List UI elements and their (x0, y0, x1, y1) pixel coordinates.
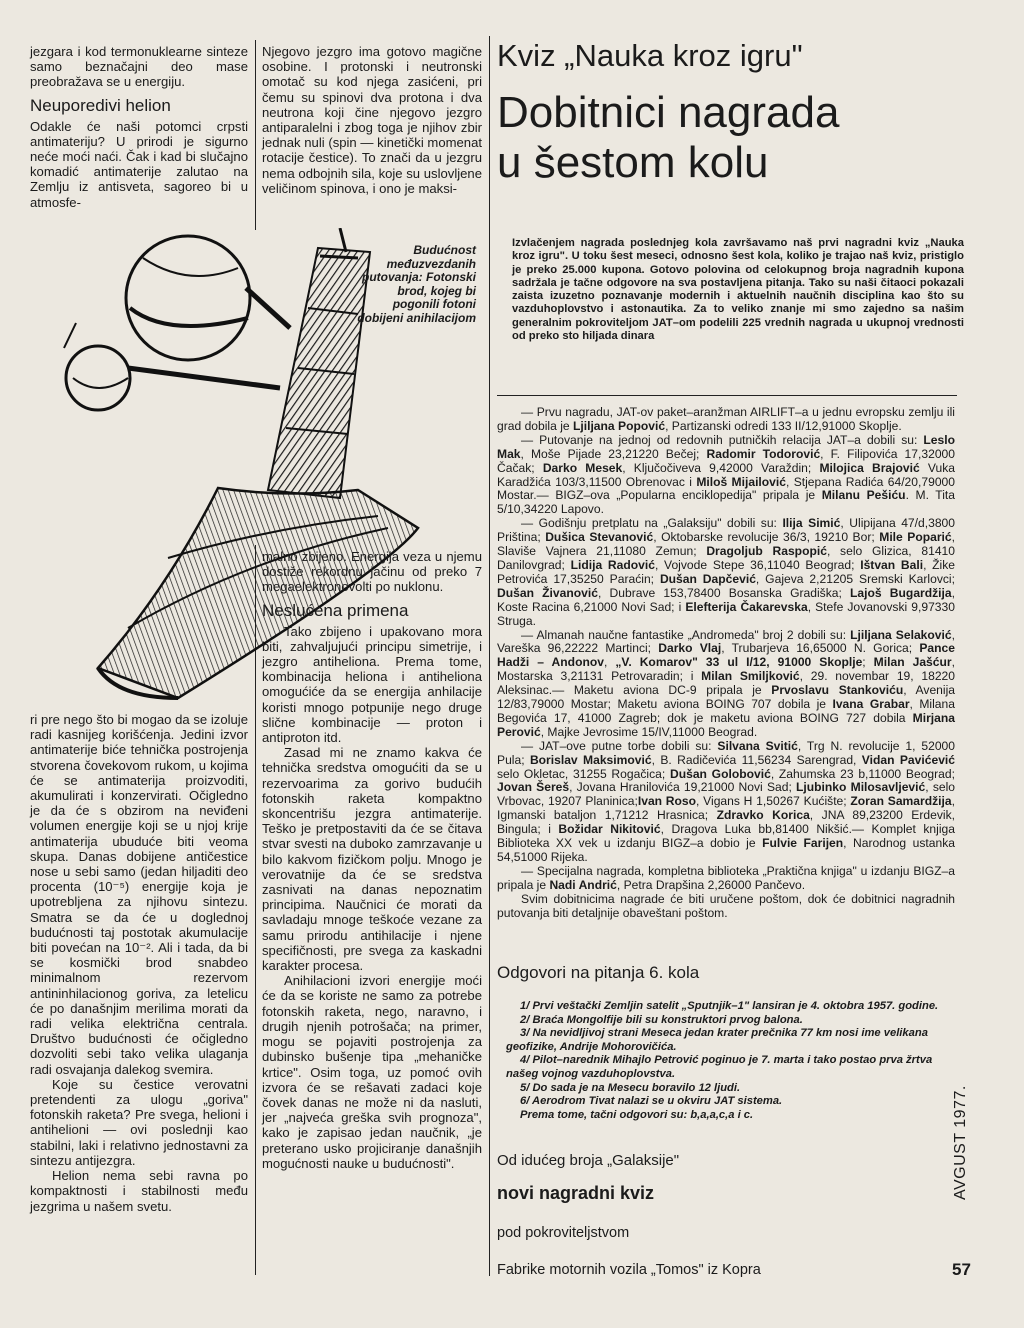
prize-text: , Petra Drapšina 2,26000 Pančevo. (616, 877, 806, 892)
section-heading-primena: Neslućena primena (262, 600, 409, 620)
col2-top (262, 44, 482, 196)
prize-text: , Vigans H 1,50267 Kućište; (696, 794, 851, 809)
column-rule-left-top (255, 40, 256, 230)
prize-text: ; (862, 655, 874, 670)
winner-name: Darko Mesek (542, 460, 623, 475)
winner-name: Božidar Nikitović (558, 822, 661, 837)
winner-name: Radomir Todorović (706, 446, 821, 461)
prize-text: . M. Tita 5/10,34220 Lapovo. (497, 488, 955, 517)
winner-name: Ljubinko Milosavljević (796, 780, 926, 795)
prize-text: , Trg N. revolucije 1, 52000 Pula; (497, 738, 955, 767)
col2-p1: Tako zbijeno i upakovano mora biti, zahvaljujući principu simetrije, i jezgro antiheliona. Prema tome, kombinacija heliona i antiheliona omogućiće da se energija anhilacije koristi mnogo potpunije nego druge slične kombinacije — proton i antiproton itd. (262, 623, 482, 746)
answer-summary: Prema tome, tačni odgovori su: b,a,a,c,a i c. (520, 1108, 754, 1121)
col1-bottom-p3: Helion nema sebi ravna po kompaktnosti i stabilnosti među jezgrima u našem svetu. (30, 1168, 248, 1214)
col1-top (30, 44, 248, 210)
prize-text: , Gajeva 2,21205 Sremski Karlovci; (755, 571, 955, 586)
prize-text: , Zahumska 23 b,11000 Beograd; (770, 766, 955, 781)
page-number: 57 (952, 1260, 971, 1279)
winner-name: Ljiljana Popović (572, 418, 666, 433)
winner-name: Elefterija Čakarevska (685, 599, 808, 614)
prize-text: , JNA 89,23200 Erdevik, Bingula; i (497, 808, 955, 837)
prize-text: , Stjepana Radića 64/20,79000 Mostar.— BIGZ–ova „Popularna enciklopedija" pripala je (497, 474, 955, 503)
prize-paragraph-3 (497, 517, 955, 628)
prize-text: — Specijalna nagrada, kompletna biblioteka „Praktična knjiga" u izdanju BIGZ–a pripala je (497, 863, 955, 892)
winner-name: Mirjana Perović (497, 710, 955, 739)
issue-date: AVGUST 1977. (952, 1085, 969, 1200)
prize-text: , Dragova Luka bb,81400 Nikšić.— Komplet knjiga Biblioteka XX vek u izdanju BIGZ–a dobio je (497, 822, 955, 851)
answers-list (506, 1000, 956, 1122)
prize-text: , Mostarska 3,21131 Petrovaradin; i (497, 655, 955, 684)
winner-name: Ivana Grabar (832, 697, 910, 712)
answer-item: 6/ Aerodrom Tivat nalazi se u okviru JAT sistema. (520, 1095, 783, 1108)
winner-name: Prvoslavu Stankoviću (771, 683, 904, 698)
col2-bottom (262, 549, 482, 1171)
prize-text: , Narodnog ustanka 54,51000 Rijeka. (497, 836, 955, 864)
prize-text: — Prvu nagradu, JAT-ov paket–aranžman AIRLIFT–a u jednu evropsku zemlju ili grad dobila je (497, 405, 955, 433)
winner-name: Milan Jašćur (873, 655, 952, 670)
prize-text: , Oktobarske revolucije 36/3, 19210 Bor; (653, 530, 880, 545)
prize-text: , selo Glizica, 81410 Danilovgrad; (497, 544, 956, 572)
prize-list (497, 406, 955, 921)
quiz-title-line1: Dobitnici nagrada (497, 88, 840, 137)
winner-name: Zoran Samardžija (850, 794, 952, 809)
winner-name: Lidija Radović (570, 557, 655, 572)
answer-item: 5/ Do sada je na Mesecu boravilo 12 ljudi. (520, 1081, 741, 1094)
col2-p2: Zasad mi ne znamo kakva će tehnička sredstva omogućiti da se u rezervoarima za gorivo budućih fotonskih raketa kompaktno skoncentrišu jezgra antimaterije. Teško je pretpostaviti da će se čitava stvar svesti na duboko zamrzavanje u bilo kakvom fizičkom polju. Mnogo je verovatnije da će se sredstva zasnivati na danas nepoznatim principima. Naučnici će morati da savladaju mnoge teškoće vezane za samu prirodu antihilacije i njene specifičnosti, pre svega za kaskadni karakter procesa. (262, 745, 482, 974)
winner-name: Silvana Svitić (717, 738, 798, 753)
prize-text: , Žike Petrovića 17,35250 Paraćin; (497, 557, 955, 586)
col2-top-text: Njegovo jezgro ima gotovo magične osobine. I protonski i neutronski omotač su kod njega zasićeni, pri čemu su spinovi dva protona i dva neutrona koji čine njegovo jezgro antiparalelni i zbog toga je njihov zbir jednak nuli (spin — kinetički momenat rotacije čestice). To znači da u jezgru nema odbojnih sila, koje su uslovljene veličinom spinova, i ono je maksi- (262, 44, 482, 196)
prize-paragraph-1 (497, 406, 955, 434)
answer-item: 1/ Prvi veštački Zemljin satelit „Sputnjik–1" lansiran je 4. oktobra 1957. godine. (520, 1000, 939, 1012)
col1-top-text: jezgara i kod termonuklearne sinteze samo beznačajni deo mase preobražava se u energiju. (30, 44, 248, 90)
quiz-kicker: Kviz „Nauka kroz igru" (497, 38, 803, 73)
winner-name: Fulvie Farijen (762, 836, 844, 851)
prize-text: , selo Vrbovac, 19207 Planinica; (497, 780, 955, 809)
prize-text: , Partizanski odredi 133 II/12,91000 Skoplje. (665, 418, 902, 433)
winner-name: Dušan Dapčević (659, 571, 756, 586)
prize-text: , Igmanski bataljon 1,71212 Hrasnica; (497, 794, 955, 823)
winner-name: Pance Hadži – Andonov (497, 641, 955, 670)
col1-bottom-p2: Koje su čestice verovatni pretendenti za ulogu „goriva" fotonskih raketa? Pre svega, helioni i antihelioni — ovi poslednji kao stabilni, laki i relativno jednostavni za sintezu antijezgra. (30, 1076, 248, 1168)
winner-name: Lajoš Bugardžija (850, 585, 952, 600)
prize-paragraph-4 (497, 629, 955, 740)
winner-name: Dušan Golobović (669, 766, 771, 781)
winner-name: Ilija Simić (782, 516, 841, 531)
prize-text: , Trubarjeva 16,65000 N. Gorica; (721, 641, 920, 656)
prize-text: — Putovanje na jednoj od redovnih putničkih relacija JAT–a dobili su: (521, 432, 924, 447)
winner-name: Ljiljana Selaković (850, 627, 952, 642)
promo-line2: novi nagradni kviz (497, 1183, 655, 1203)
prize-text: , Vojvode Stepe 36,11040 Beograd; (654, 557, 861, 572)
prize-text: , Moše Pijade 23,21220 Bečej; (520, 446, 707, 461)
prize-text: selo Okletac, 31255 Rogačica; (497, 766, 670, 781)
col1-top-text2: Odakle će naši potomci crpsti antimateriju? U prirodi je sigurno neće moći naći. Čak i kad bi slučajno komadić antimaterije zalutao na Zemlju iz antisveta, sagoreo bi u atmosfe- (30, 118, 248, 210)
promo-line1: Od idućeg broja „Galaksije" (497, 1152, 680, 1169)
winner-name: Ištvan Bali (860, 557, 924, 572)
winner-name: Zdravko Korica (716, 808, 810, 823)
prize-text: , (603, 655, 616, 670)
promo-line3: pod pokroviteljstvom (497, 1225, 630, 1241)
winner-name: Dragoljub Raspopić (706, 544, 827, 559)
winner-name: Jovan Šereš (497, 780, 570, 795)
illustration-caption: Budućnost međuzvezdanih putovanja: Fotonski brod, kojeg bi pogonili fotoni dobijeni anihilacijom (357, 243, 476, 325)
column-rule-right (489, 36, 490, 1276)
winner-name: „V. Komarov" 33 ul I/12, 91000 Skoplje (615, 655, 863, 670)
winner-name: Dušan Živanović (497, 585, 598, 600)
prize-text: , Avenija 12/83,79000 Mostar; Maketu aviona BOING 707 dobila je (497, 683, 955, 712)
prize-text: — Almanah naučne fantastike „Andromeda" broj 2 dobili su: (521, 627, 851, 642)
prize-paragraph-2 (497, 434, 955, 517)
prize-text: , Jovana Hranilovića 19,21000 Novi Sad; (569, 780, 797, 795)
col2-p3: Anihilacioni izvori energije moći će da se koriste ne samo za potrebe fotonskih raketa, nego, naravno, i drugih njenih potrošača; na primer, mogu se pojaviti postrojenja za dubinsko bušenje tipa „mehaničke krtice". Osim toga, uz pomoć ovih izvora će se rešavati zadaci koje čovek danas ne može ni da nasluti, jer „najveća greška svih prognoza", kako je zapisao jedan naučnik, „je preterano usko projiciranje današnjih mogućnosti nauke u budućnosti". (262, 973, 482, 1171)
prize-text: — Godišnju pretplatu na „Galaksiju" dobili su: (521, 516, 783, 531)
answers-heading: Odgovori na pitanja 6. kola (497, 963, 700, 982)
col1-bottom (30, 712, 248, 1214)
prize-text: , Stefe Jovanovski 9,97330 Struga. (497, 599, 955, 628)
winner-name: Nadi Andrić (549, 877, 617, 892)
winner-name: Borislav Maksimović (529, 752, 652, 767)
quiz-intro: Izvlačenjem nagrada poslednjeg kola završavamo naš prvi nagradni kviz „Nauka kroz igru". U toku šest meseci, odnosno šest kola, koliko je trajao naš kviz, pristiglo je preko 25.000 kupona. Gotovo polovina od celokupnog broja nagradnih kupona sadržala je tačne odgovore na sva postavljena pitanja. Tako su naši čitaoci pokazali zaista izuzetno poznavanje modernih i aktuelnih naučnih disciplina kao što su vazduhoplovstvo i astonautika. Za to veliko znanje mi smo zajedno sa našim generalnim pokroviteljom JAT–om podelili 225 vrednih nagrada u ukupnoj vrednosti od preko sto hiljada dinara (512, 237, 964, 343)
prize-text: , Ulipijana 47/d,3800 Priština; (497, 516, 955, 545)
prize-paragraph-5 (497, 740, 955, 865)
winner-name: Ivan Roso (637, 794, 697, 809)
quiz-title-line2: u šestom kolu (497, 138, 769, 187)
prize-text: , 29. novembar 19, 18220 Aleksinac.— Maketu aviona DC-9 pripala je (497, 669, 956, 698)
prize-text: , Ključočiveva 9,42000 Varaždin; (622, 460, 820, 475)
prize-text: , Vareška 96,22222 Martinci; (497, 627, 955, 656)
winner-name: Darko Vlaj (658, 641, 722, 656)
winner-name: Dušica Stevanović (545, 530, 654, 545)
prize-text: , Majke Jevrosime 15/IV,11000 Beograd. (540, 724, 758, 739)
prize-closing: Svim dobitnicima nagrade će biti uručene poštom, dok će dobitnici nagradnih putovanja biti detaljnije obaveštani poštom. (497, 891, 955, 920)
winner-name: Miloš Mijailović (696, 474, 786, 489)
winner-name: Vidan Pavićević (861, 752, 955, 767)
prize-paragraph-6 (497, 865, 955, 893)
answer-item: 3/ Na nevidljivoj strani Meseca jedan krater prečnika 77 km nosi ime velikana geofizike, Andrije Mohorovičića. (506, 1027, 928, 1053)
answer-item: 4/ Pilot–narednik Mihajlo Petrović poginuo je 7. marta i tako postao prva žrtva našeg vojnog vazduhoplovstva. (506, 1054, 933, 1080)
prize-text: , Dubrave 153,78400 Bosanska Gradiška; (597, 585, 851, 600)
winner-name: Milojica Brajović (819, 460, 920, 475)
prize-text: , Koste Racina 6,21000 Novi Sad; i (497, 585, 956, 614)
answer-item: 2/ Braća Mongolfije bili su konstruktori prvog balona. (520, 1013, 803, 1026)
winner-name: Milan Smiljković (701, 669, 800, 684)
winner-name: Mile Poparić (879, 530, 952, 545)
prize-text: , Milana Begovića 17, 41000 Zagreb; dok je maketu aviona BOING 727 dobila (497, 697, 955, 725)
prize-text: — JAT–ove putne torbe dobili su: (521, 738, 718, 753)
promo-line4: Fabrike motornih vozila „Tomos" iz Kopra (497, 1262, 761, 1278)
winner-name: Leslo Mak (497, 432, 955, 461)
section-heading-helion: Neuporedivi helion (30, 95, 171, 115)
prize-text: Vuka Karadžića 103/3,11500 Obrenovac i (497, 460, 955, 489)
prize-text: , F. Filipovića 17,32000 Čačak; (497, 446, 955, 475)
winner-name: Milanu Pešiću (821, 488, 906, 503)
col2-mid-text: malno zbijeno. Energija veza u njemu dostiže rekordnu jačinu od preko 7 megaelektronovolti po nuklonu. (262, 549, 482, 595)
prize-text: , Slaviše Vajnera 21,11080 Zemun; (497, 530, 956, 559)
prize-text: , B. Radičevića 11,56234 Sarengrad, (651, 752, 862, 767)
horizontal-rule-quiz (497, 395, 957, 396)
col1-bottom-p1: ri pre nego što bi mogao da se izoluje radi kasnijeg korišćenja. Jedini izvor antimaterije biće tehnička postrojenja stvorena čovekovom rukom, u kojima će se antimaterija proizvoditi, akumulirati i konzervirati. Očigledno je da će s obzirom na neviđeni volumen energije koji se u njoj krije antimaterija ubuduće biti veoma skupa. Danas dobijene antičestice nose u sebi samo (jedan hiljaditi deo procenta (10⁻⁵) energije koja je upotrebljena za njihovu sintezu. Smatra se da će u doglednoj budućnosti taj postotak akumulacije biti povećan na 10⁻². Ali i tada, da bi se kosmički brod snabdeo minimalnom rezervom antininhilacionog goriva, za letelicu će po današnjim merilima morati da radi velika električna centrala. Društvo budućnosti će očigledno dozvoliti sebi tako velika ulaganja radi osvajanja dalekog svemira. (30, 712, 248, 1077)
